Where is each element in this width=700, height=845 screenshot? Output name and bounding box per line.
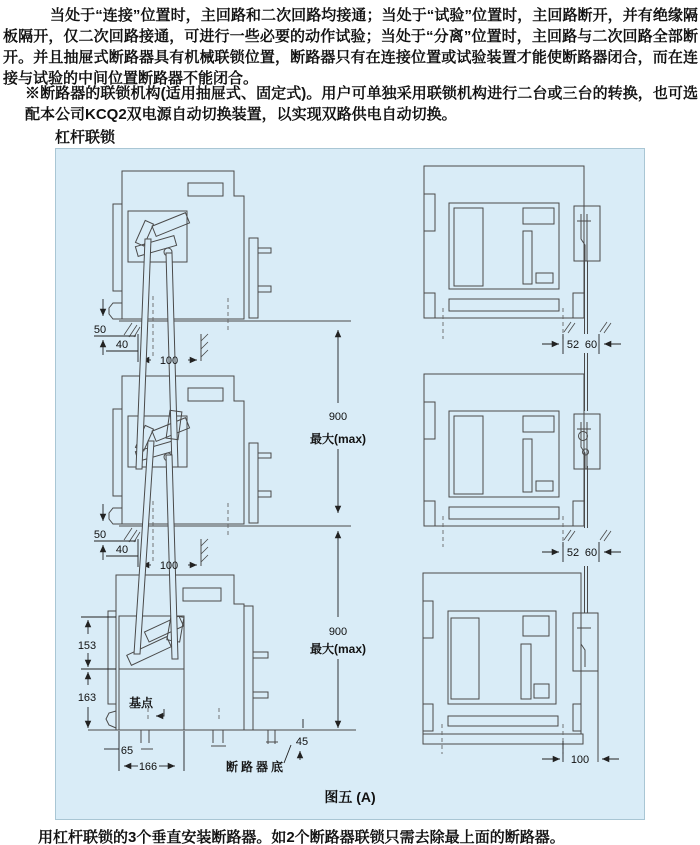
footer-note: 用杠杆联锁的3个垂直安装断路器。如2个断路器联锁只需去除最上面的断路器。 xyxy=(38,829,565,845)
side-view-row3 xyxy=(81,575,356,771)
dim-50-row2: 50 xyxy=(93,529,107,541)
side-view-row2 xyxy=(94,376,351,567)
dim-153-row3: 153 xyxy=(77,640,97,652)
dim-163-row3: 163 xyxy=(77,692,97,704)
dim-100-row1: 100 xyxy=(159,355,179,367)
dim-900-gap2-value: 900 xyxy=(328,626,348,638)
dim-45-row3: 45 xyxy=(295,736,309,748)
dim-52-row1: 52 xyxy=(566,339,580,351)
dim-50-row1: 50 xyxy=(93,324,107,336)
dim-900-gap1-label: 最大(max) xyxy=(309,432,367,446)
dim-100-row2: 100 xyxy=(159,560,179,572)
dim-60-row2: 60 xyxy=(584,547,598,559)
section-label: 杠杆联锁 xyxy=(55,129,116,146)
intro-paragraph: 当处于“连接”位置时，主回路和二次回路均接通；当处于“试验”位置时，主回路断开，并有绝缘隔板隔开，仅二次回路接通，可进行一些必要的动作试验；当处于“分离”位置时，主回路与二次回路全部断开。并且抽屉式断路器具有机械联锁位置，断路器只有在连接位置或试验装置才能使断路器闭合，而在连接与试验的中间位置断路器不能闭合。 xyxy=(3,7,698,87)
front-view-row2 xyxy=(424,374,621,562)
dim-166-row3: 166 xyxy=(138,761,158,773)
dim-52-row2: 52 xyxy=(566,547,580,559)
dim-65-row3: 65 xyxy=(120,745,134,757)
interlock-note-paragraph: ※断路器的联锁机构(适用抽屉式、固定式)。用户可单独采用联锁机构进行二台或三台的转换，也可选配本公司KCQ2双电源自动切换装置，以实现双路供电自动切换。 xyxy=(25,85,698,123)
side-view-row1 xyxy=(94,171,351,362)
lever-linkage-rods xyxy=(134,239,182,659)
front-view-row1 xyxy=(424,166,621,354)
breaker-bottom-label: 断路器底 xyxy=(225,760,287,774)
dim-40-row2: 40 xyxy=(115,544,129,556)
dim-900-gap2 xyxy=(310,531,366,728)
figure-caption: 图五 (A) xyxy=(324,789,376,805)
front-view-row3 xyxy=(423,573,619,762)
dim-900-gap2-label: 最大(max) xyxy=(309,642,367,656)
dim-900-gap1 xyxy=(310,330,366,513)
interlock-diagram xyxy=(56,149,644,819)
dim-60-row1: 60 xyxy=(584,339,598,351)
base-point-label: 基点 xyxy=(128,696,154,710)
vertical-interlock-rod xyxy=(585,261,599,762)
figure-panel xyxy=(55,148,645,820)
dim-40-row1: 40 xyxy=(115,339,129,351)
dim-100-row3: 100 xyxy=(570,754,590,766)
dim-900-gap1-value: 900 xyxy=(328,411,348,423)
